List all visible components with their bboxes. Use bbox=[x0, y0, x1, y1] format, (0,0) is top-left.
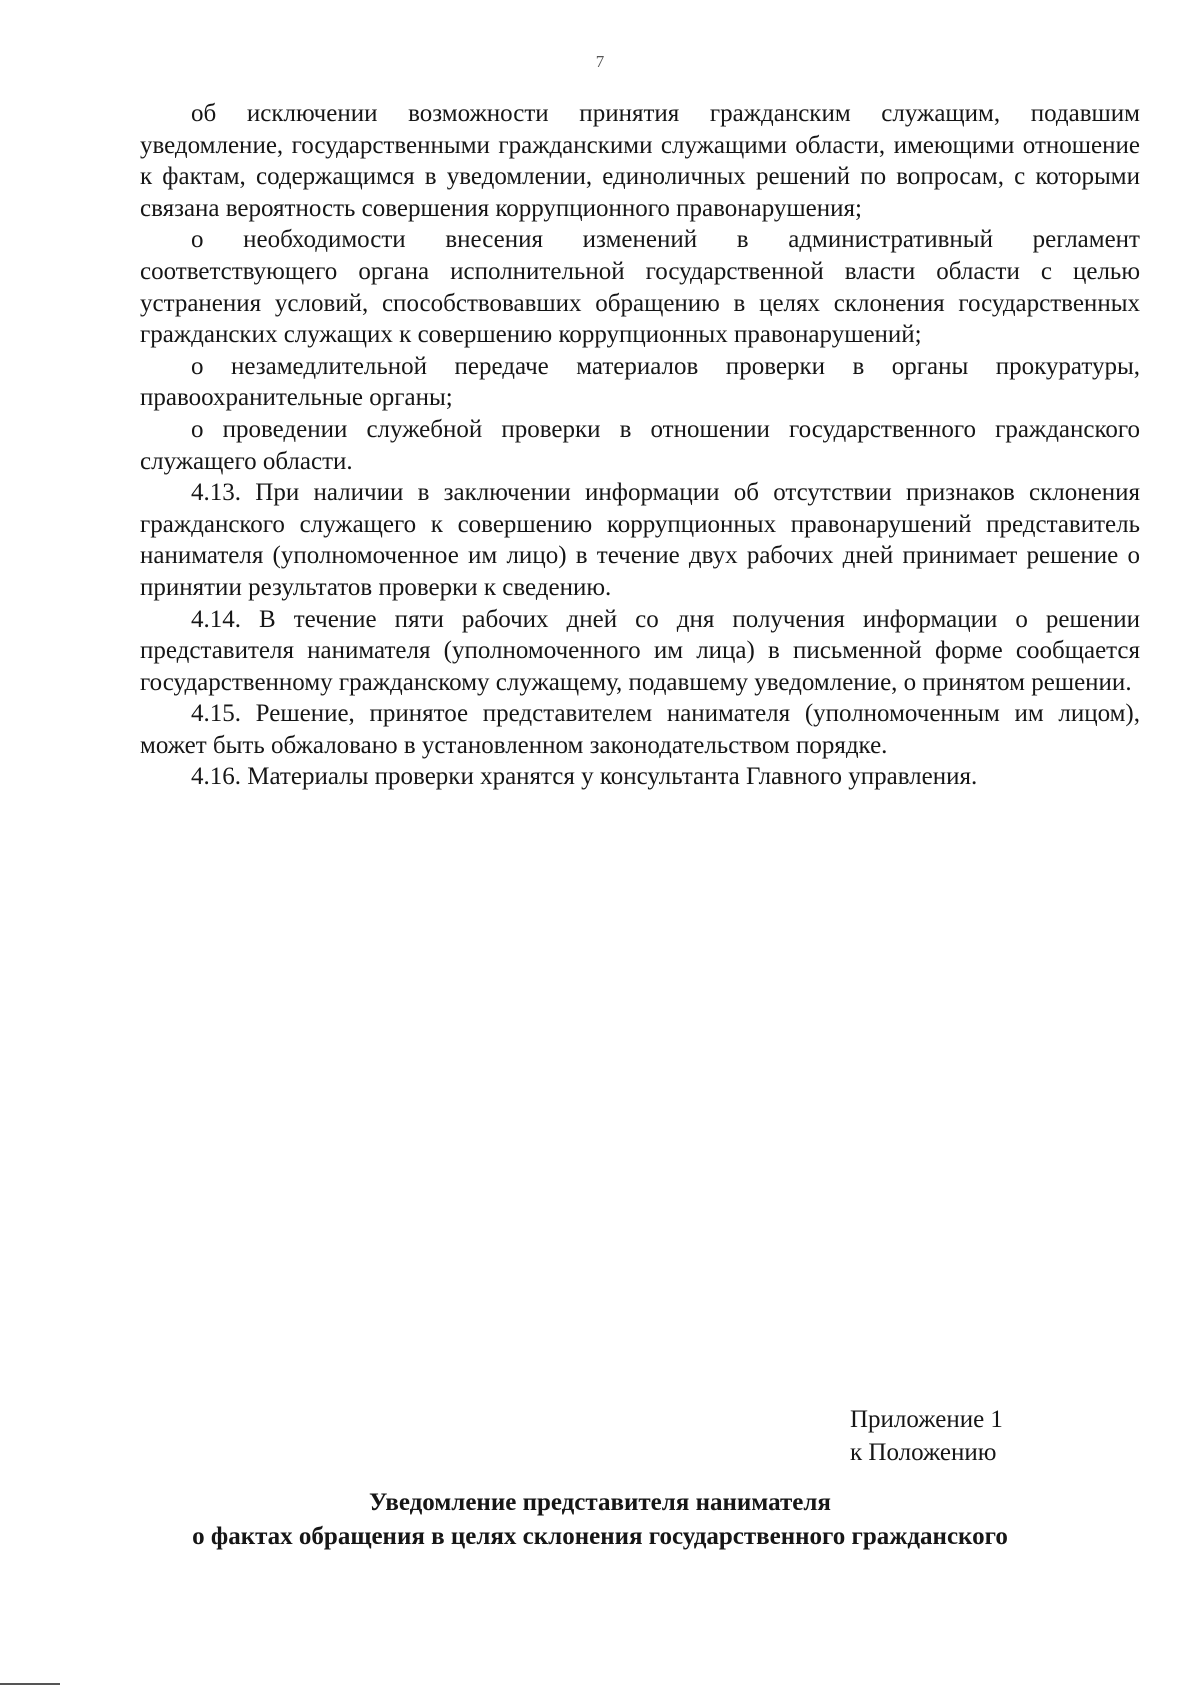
appendix-reference bbox=[850, 1403, 1003, 1469]
paragraph-official-inspection: о проведении служебной проверки в отношении государственного гражданского служащего области. bbox=[140, 415, 1140, 475]
document-title bbox=[0, 1486, 1200, 1554]
paragraph-4-16: 4.16. Материалы проверки хранятся у консультанта Главного управления. bbox=[191, 763, 978, 791]
appendix-label: Приложение 1 bbox=[850, 1406, 1003, 1433]
document-title-line-1: Уведомление представителя нанимателя bbox=[369, 1489, 831, 1516]
paragraph-regulation-changes: о необходимости внесения изменений в административный регламент соответствующего органа исполнительной государственной власти области с целью устранения условий, способствовавших обращению в целях склонения государственных гражданских служащих к совершению коррупционных правонарушений; bbox=[140, 226, 1140, 349]
scan-edge-mark bbox=[0, 1683, 60, 1685]
paragraph-4-14: 4.14. В течение пяти рабочих дней со дня получения информации о решении представителя нанимателя (уполномоченного им лица) в письменной форме сообщается государственному гражданскому служащему, подавшему уведомление, о принятом решении. bbox=[140, 605, 1140, 696]
paragraph-4-13: 4.13. При наличии в заключении информации об отсутствии признаков склонения гражданского служащего к совершению коррупционных правонарушений представитель нанимателя (уполномоченное им лицо) в течение двух рабочих дней принимает решение о принятии результатов проверки к сведению. bbox=[140, 479, 1140, 601]
paragraph-4-15: 4.15. Решение, принятое представителем нанимателя (уполномоченным им лицом), может быть обжаловано в установленном законодательством порядке. bbox=[140, 700, 1140, 759]
appendix-target: к Положению bbox=[850, 1439, 997, 1466]
page-number: 7 bbox=[595, 52, 605, 71]
document-body bbox=[140, 98, 1140, 793]
paragraph-transfer-materials: о незамедлительной передаче материалов проверки в органы прокуратуры, правоохранительные органы; bbox=[140, 352, 1140, 412]
paragraph-exclusion-of-decisions: об исключении возможности принятия гражданским служащим, подавшим уведомление, государственными гражданскими служащими области, имеющими отношение к фактам, содержащимся в уведомлении, единоличных решений по вопросам, с которыми связана вероятность совершения коррупционного правонарушения; bbox=[140, 100, 1140, 222]
document-title-line-2: о фактах обращения в целях склонения государственного гражданского bbox=[192, 1523, 1008, 1550]
